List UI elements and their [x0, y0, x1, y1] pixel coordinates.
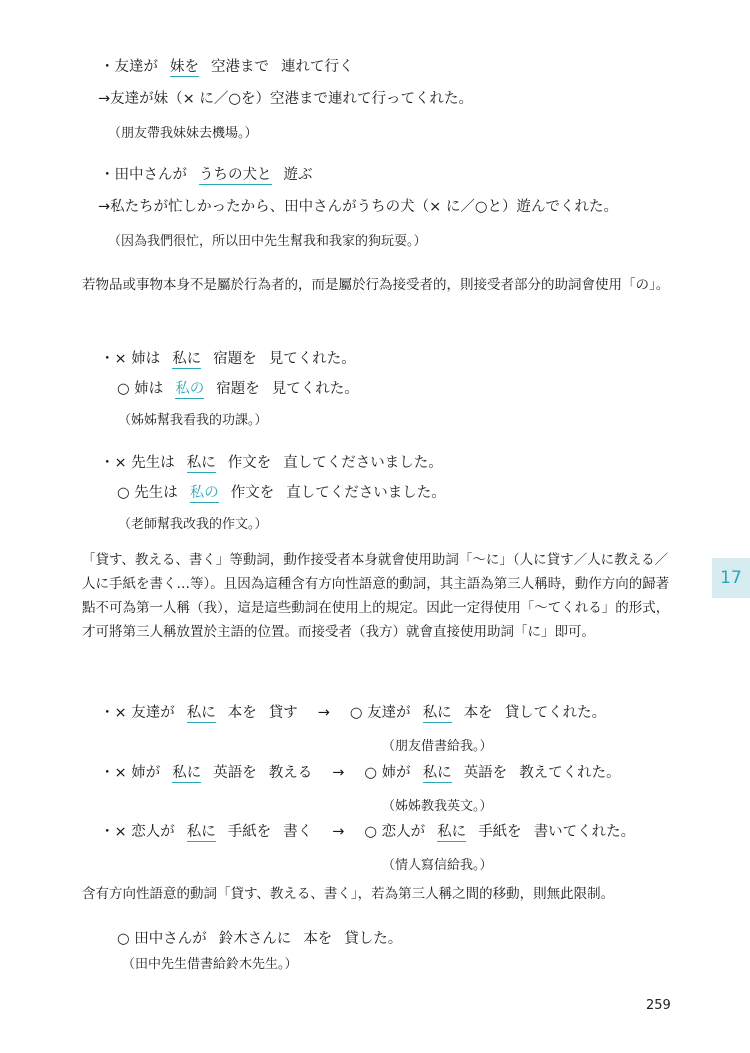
paragraph-1: 若物品或事物本身不是屬於行為者的，而是屬於行為接受者的，則接受者部分的助詞會使用「の」。 [82, 277, 670, 293]
example-6: ・× 姉が 私に 英語を 教える → ○ 姉が 私に 英語を 教えてくれた。 [100, 765, 621, 781]
example-3-line-1: ・× 姉は 私に 宿題を 見てくれた。 [100, 351, 356, 367]
example-1-line-2: →友達が妹（× に／○を）空港まで連れて行ってくれた。 [98, 91, 474, 107]
example-1-translation: （朋友帶我妹妹去機場。） [108, 126, 258, 141]
chapter-tab: 17 [712, 558, 750, 598]
example-7-translation: （情人寫信給我。） [382, 858, 493, 873]
example-2-line-1: ・田中さんが うちの犬と 遊ぶ [100, 167, 313, 183]
example-8-translation: （田中先生借書給鈴木先生。） [122, 957, 298, 972]
example-3-line-2: ○ 姉は 私の 宿題を 見てくれた。 [117, 381, 359, 397]
page-number: 259 [646, 998, 671, 1013]
example-2-translation: （因為我們很忙，所以田中先生幫我和我家的狗玩耍。） [108, 234, 427, 249]
example-2-line-2: →私たちが忙しかったから、田中さんがうちの犬（× に／○と）遊んでくれた。 [98, 199, 619, 215]
example-1-line-1: ・友達が 妹を 空港まで 連れて行く [100, 59, 354, 75]
example-4-line-1: ・× 先生は 私に 作文を 直してくださいました。 [100, 455, 443, 471]
example-4-translation: （老師幫我改我的作文。） [118, 517, 268, 532]
example-8: ○ 田中さんが 鈴木さんに 本を 貸した。 [117, 931, 403, 947]
example-5: ・× 友達が 私に 本を 貸す → ○ 友達が 私に 本を 貸してくれた。 [100, 705, 607, 721]
example-3-translation: （姊姊幫我看我的功課。） [118, 413, 268, 428]
example-4-line-2: ○ 先生は 私の 作文を 直してくださいました。 [117, 485, 446, 501]
example-7: ・× 恋人が 私に 手紙を 書く → ○ 恋人が 私に 手紙を 書いてくれた。 [100, 824, 636, 840]
paragraph-2: 「貸す、教える、書く」等動詞，動作接受者本身就會使用助詞「〜に」（人に貸す／人に教える／人に手紙を書く…等）。且因為這種含有方向性語意的動詞，其主語為第三人稱時，動作方向的歸著點不可為第一人稱（我），這是這些動詞在使用上的規定。因此一定得使用「〜てくれる」的形式，才可將第三人稱放置於主語的位置。而接受者（我方）就會直接使用助詞「に」即可。 [82, 552, 670, 640]
example-6-translation: （姊姊教我英文。） [382, 799, 493, 814]
paragraph-3: 含有方向性語意的動詞「貸す、教える、書く」，若為第三人稱之間的移動，則無此限制。 [82, 886, 615, 902]
example-5-translation: （朋友借書給我。） [382, 739, 493, 754]
